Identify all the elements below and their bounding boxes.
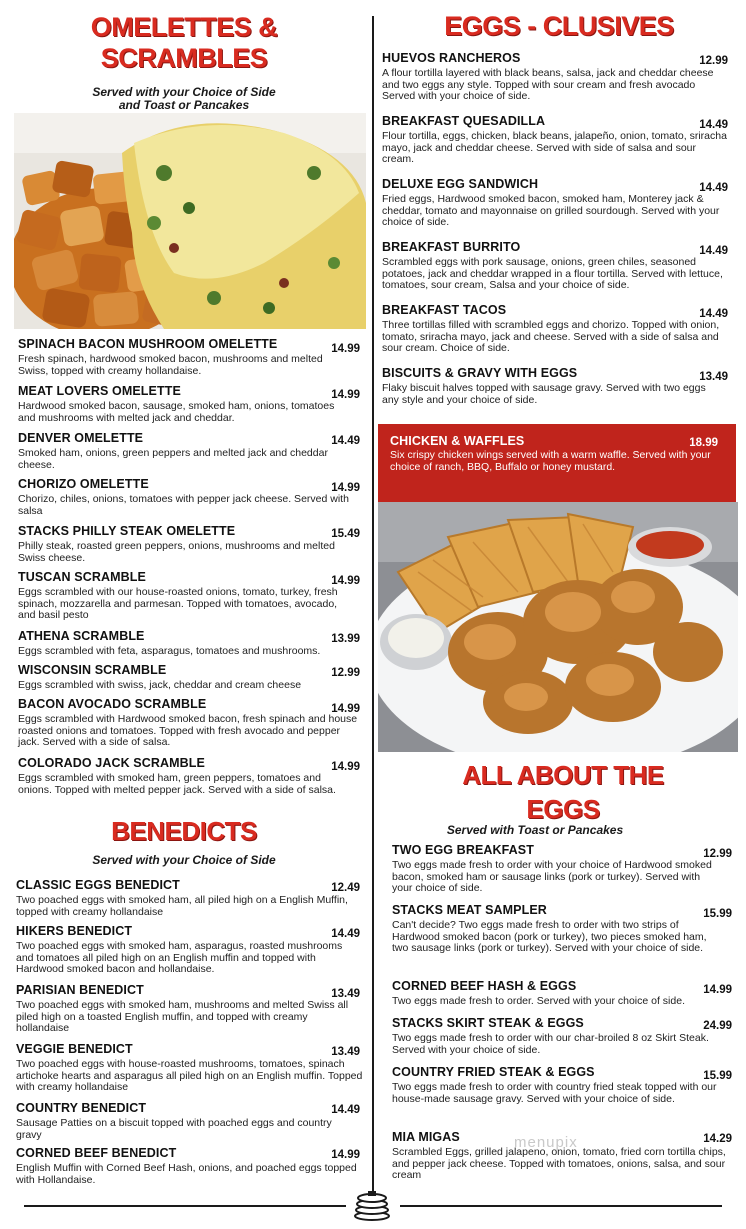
- all-about-subtitle: Served with Toast or Pancakes: [446, 823, 624, 837]
- item-price: 14.49: [699, 119, 728, 131]
- item-name: BREAKFAST QUESADILLA: [382, 114, 546, 128]
- item-name: ATHENA SCRAMBLE: [18, 629, 145, 643]
- list-item: [382, 366, 732, 406]
- column-divider: [372, 16, 374, 1204]
- item-price: 12.49: [331, 882, 360, 894]
- item-price: 15.49: [331, 528, 360, 540]
- item-price: 14.99: [331, 575, 360, 587]
- item-name: BISCUITS & GRAVY WITH EGGS: [382, 366, 578, 380]
- list-item: [18, 524, 364, 564]
- item-description: Two eggs made fresh to order. Served with your choice of side.: [392, 995, 685, 1007]
- omelettes-title-line2: SCRAMBLES: [100, 43, 268, 73]
- item-price: 13.49: [331, 1046, 360, 1058]
- item-description: Flaky biscuit halves topped with sausage gravy. Served with two eggs any style and your choice of side.: [382, 382, 706, 406]
- item-price: 14.99: [331, 343, 360, 355]
- item-description: Philly steak, roasted green peppers, onions, mushrooms and melted Swiss cheese.: [18, 540, 335, 564]
- item-description: Two poached eggs with smoked ham, all piled high on a English Muffin, topped with creamy hollandaise: [16, 894, 348, 918]
- list-item: [18, 629, 364, 658]
- item-price: 15.99: [703, 1070, 732, 1082]
- footer-line-right: [400, 1205, 722, 1207]
- item-name: CORNED BEEF BENEDICT: [16, 1146, 177, 1160]
- item-description: English Muffin with Corned Beef Hash, onions, and poached eggs topped with Hollandaise.: [16, 1162, 357, 1186]
- item-name: VEGGIE BENEDICT: [16, 1042, 133, 1056]
- list-item: [16, 1101, 364, 1141]
- item-description: Two eggs made fresh to order with your choice of Hardwood smoked bacon, smoked ham or sausage links (pork or turkey). Served with your choice of side.: [392, 859, 712, 894]
- item-price: 14.99: [331, 482, 360, 494]
- omelettes-title-line1: OMELETTES &: [90, 12, 278, 42]
- omelettes-subtitle-line1: Served with your Choice of Side: [92, 85, 276, 99]
- list-item: [16, 1042, 364, 1094]
- item-price: 14.99: [703, 984, 732, 996]
- all-about-title-line2: EGGS: [526, 794, 600, 824]
- item-description: Two poached eggs with house-roasted mushrooms, tomatoes, spinach artichoke hearts and asparagus all piled high on an English muffin. Topped with creamy hollandaise: [16, 1058, 363, 1093]
- item-name: DENVER OMELETTE: [18, 431, 144, 445]
- item-description: Scrambled eggs with pork sausage, onions, green chiles, seasoned potatoes, jack and cheddar wrapped in a flour tortilla. Served with lettuce, tomatoes, sour cream, Salsa and your choice of side.: [382, 256, 723, 291]
- list-item: [18, 756, 364, 796]
- list-item: [16, 1146, 364, 1186]
- all-about-title: [388, 758, 738, 826]
- list-item: [18, 570, 364, 622]
- list-item: [390, 434, 728, 473]
- list-item: [392, 903, 736, 955]
- item-description: Eggs scrambled with smoked ham, green peppers, tomatoes and onions. Topped with melted pepper jack. Served with a side of salsa.: [18, 772, 336, 796]
- item-price: 13.99: [331, 633, 360, 645]
- item-description: Smoked ham, onions, green peppers and melted jack and cheddar cheese.: [18, 447, 328, 471]
- list-item: [392, 979, 736, 1008]
- list-item: [18, 384, 364, 424]
- item-description: Eggs scrambled with swiss, jack, cheddar and cream cheese: [18, 679, 302, 691]
- chicken-waffles-box: [378, 424, 736, 502]
- item-name: STACKS PHILLY STEAK OMELETTE: [18, 524, 236, 538]
- list-item: [18, 431, 364, 471]
- list-item: [382, 114, 732, 166]
- list-item: [382, 177, 732, 229]
- item-description: Three tortillas filled with scrambled eggs and chorizo. Topped with onion, tomato, sriracha mayo, jack and cheese. Served with a side of salsa and sour cream. Choice of side.: [382, 319, 720, 354]
- item-name: STACKS MEAT SAMPLER: [392, 903, 547, 917]
- list-item: [18, 477, 364, 517]
- item-description: Two eggs made fresh to order with country fried steak topped with our house-made sausage gravy. Served with your choice of side.: [392, 1081, 717, 1105]
- item-description: Fresh spinach, hardwood smoked bacon, mushrooms and melted Swiss, topped with creamy hollandaise.: [18, 353, 323, 377]
- omelettes-subtitle-line2: and Toast or Pancakes: [118, 98, 250, 112]
- item-name: COUNTRY FRIED STEAK & EGGS: [392, 1065, 595, 1079]
- item-description: Hardwood smoked bacon, sausage, smoked ham, onions, tomatoes and mushrooms with melted jack and cheddar.: [18, 400, 335, 424]
- item-price: 14.49: [331, 1104, 360, 1116]
- eggsclusives-title: EGGS - CLUSIVES: [444, 11, 674, 41]
- pancake-stack-icon: [352, 1186, 392, 1222]
- item-description: Fried eggs, Hardwood smoked bacon, smoked ham, Monterey jack & cheddar, tomato and mayonnaise on grilled sourdough. Served with your choice of side.: [382, 193, 720, 228]
- item-description: Two poached eggs with smoked ham, mushrooms and melted Swiss all piled high on a toasted English muffin, and topped with creamy hollandaise: [16, 999, 349, 1034]
- item-price: 14.49: [699, 308, 728, 320]
- item-name: WISCONSIN SCRAMBLE: [18, 663, 167, 677]
- omelettes-title: [14, 12, 354, 74]
- item-name: STACKS SKIRT STEAK & EGGS: [392, 1016, 584, 1030]
- item-name: CHICKEN & WAFFLES: [390, 434, 525, 448]
- item-description: Six crispy chicken wings served with a warm waffle. Served with your choice of ranch, BBQ, Buffalo or honey mustard.: [390, 449, 711, 473]
- item-price: 15.99: [703, 908, 732, 920]
- item-description: Scrambled Eggs, grilled jalapeno, onion, tomato, fried corn tortilla chips, and pepper jack cheese. Topped with tomatoes, onions, salsa, and sour cream: [392, 1146, 726, 1181]
- footer-line-left: [24, 1205, 346, 1207]
- item-description: Can't decide? Two eggs made fresh to order with two strips of Hardwood smoked bacon (pork or turkey), two pieces smoked ham, two sausage links (pork or turkey). Served with your choice of side.: [392, 919, 707, 954]
- list-item: [16, 983, 364, 1035]
- item-price: 14.99: [331, 389, 360, 401]
- item-name: HIKERS BENEDICT: [16, 924, 133, 938]
- item-name: TUSCAN SCRAMBLE: [18, 570, 146, 584]
- item-name: CORNED BEEF HASH & EGGS: [392, 979, 577, 993]
- list-item: [16, 878, 364, 918]
- item-description: Sausage Patties on a biscuit topped with poached eggs and country gravy: [16, 1117, 332, 1141]
- item-price: 14.29: [703, 1133, 732, 1145]
- omelette-photo: [14, 113, 366, 329]
- item-name: BACON AVOCADO SCRAMBLE: [18, 697, 207, 711]
- item-name: TWO EGG BREAKFAST: [392, 843, 534, 857]
- item-description: Eggs scrambled with feta, asparagus, tomatoes and mushrooms.: [18, 645, 321, 657]
- item-description: Two poached eggs with smoked ham, asparagus, roasted mushrooms and tomatoes all piled high on an English muffin and topped with Hardwood smoked bacon and hollandaise.: [16, 940, 343, 975]
- item-price: 12.99: [699, 55, 728, 67]
- list-item: [18, 337, 364, 377]
- chicken-waffles-photo: [378, 502, 738, 752]
- item-name: BREAKFAST BURRITO: [382, 240, 521, 254]
- item-description: Eggs scrambled with Hardwood smoked bacon, fresh spinach and house roasted onions and tomatoes. Topped with fresh avocado and pepper jack. Served with a side of salsa.: [18, 713, 358, 748]
- list-item: [392, 843, 736, 895]
- item-name: BREAKFAST TACOS: [382, 303, 507, 317]
- omelettes-subtitle: [14, 86, 354, 112]
- item-price: 13.49: [331, 988, 360, 1000]
- all-about-title-line1: ALL ABOUT THE: [462, 760, 664, 790]
- item-price: 14.49: [331, 928, 360, 940]
- item-price: 14.49: [699, 182, 728, 194]
- item-description: Chorizo, chiles, onions, tomatoes with pepper jack cheese. Served with salsa: [18, 493, 349, 517]
- item-name: MIA MIGAS: [392, 1130, 460, 1144]
- item-name: SPINACH BACON MUSHROOM OMELETTE: [18, 337, 278, 351]
- item-description: Flour tortilla, eggs, chicken, black beans, jalapeño, onion, tomato, sriracha mayo, jack and cheddar cheese. Served with side of salsa and sour cream.: [382, 130, 727, 165]
- item-price: 14.49: [331, 435, 360, 447]
- list-item: [382, 240, 732, 292]
- item-description: Two eggs made fresh to order with our char-broiled 8 oz Skirt Steak. Served with your choice of side.: [392, 1032, 709, 1056]
- benedicts-title: BENEDICTS: [111, 816, 257, 846]
- item-name: DELUXE EGG SANDWICH: [382, 177, 539, 191]
- item-name: COLORADO JACK SCRAMBLE: [18, 756, 205, 770]
- item-price: 18.99: [689, 437, 718, 449]
- item-description: Eggs scrambled with our house-roasted onions, tomato, turkey, fresh spinach, mozzarella and parmesan. Topped with tomatoes, avocado, and basil pesto: [18, 586, 338, 621]
- list-item: [382, 303, 732, 355]
- list-item: [18, 663, 364, 692]
- watermark: menupix: [514, 1134, 578, 1151]
- item-price: 14.99: [331, 703, 360, 715]
- item-price: 14.99: [331, 1149, 360, 1161]
- item-name: COUNTRY BENEDICT: [16, 1101, 147, 1115]
- list-item: [18, 697, 364, 749]
- item-price: 24.99: [703, 1020, 732, 1032]
- list-item: [392, 1065, 736, 1105]
- item-price: 12.99: [703, 848, 732, 860]
- item-name: HUEVOS RANCHEROS: [382, 51, 521, 65]
- item-name: CLASSIC EGGS BENEDICT: [16, 878, 180, 892]
- item-price: 14.99: [331, 761, 360, 773]
- list-item: [392, 1016, 736, 1056]
- item-price: 12.99: [331, 667, 360, 679]
- item-description: A flour tortilla layered with black beans, salsa, jack and cheddar cheese and two eggs any style. Topped with sour cream and fresh avocado Served with your choice of side.: [382, 67, 714, 102]
- list-item: [382, 51, 732, 103]
- item-name: MEAT LOVERS OMELETTE: [18, 384, 181, 398]
- item-price: 13.49: [699, 371, 728, 383]
- item-name: PARISIAN BENEDICT: [16, 983, 144, 997]
- item-price: 14.49: [699, 245, 728, 257]
- benedicts-subtitle: Served with your Choice of Side: [92, 853, 276, 867]
- list-item: [16, 924, 364, 976]
- item-name: CHORIZO OMELETTE: [18, 477, 149, 491]
